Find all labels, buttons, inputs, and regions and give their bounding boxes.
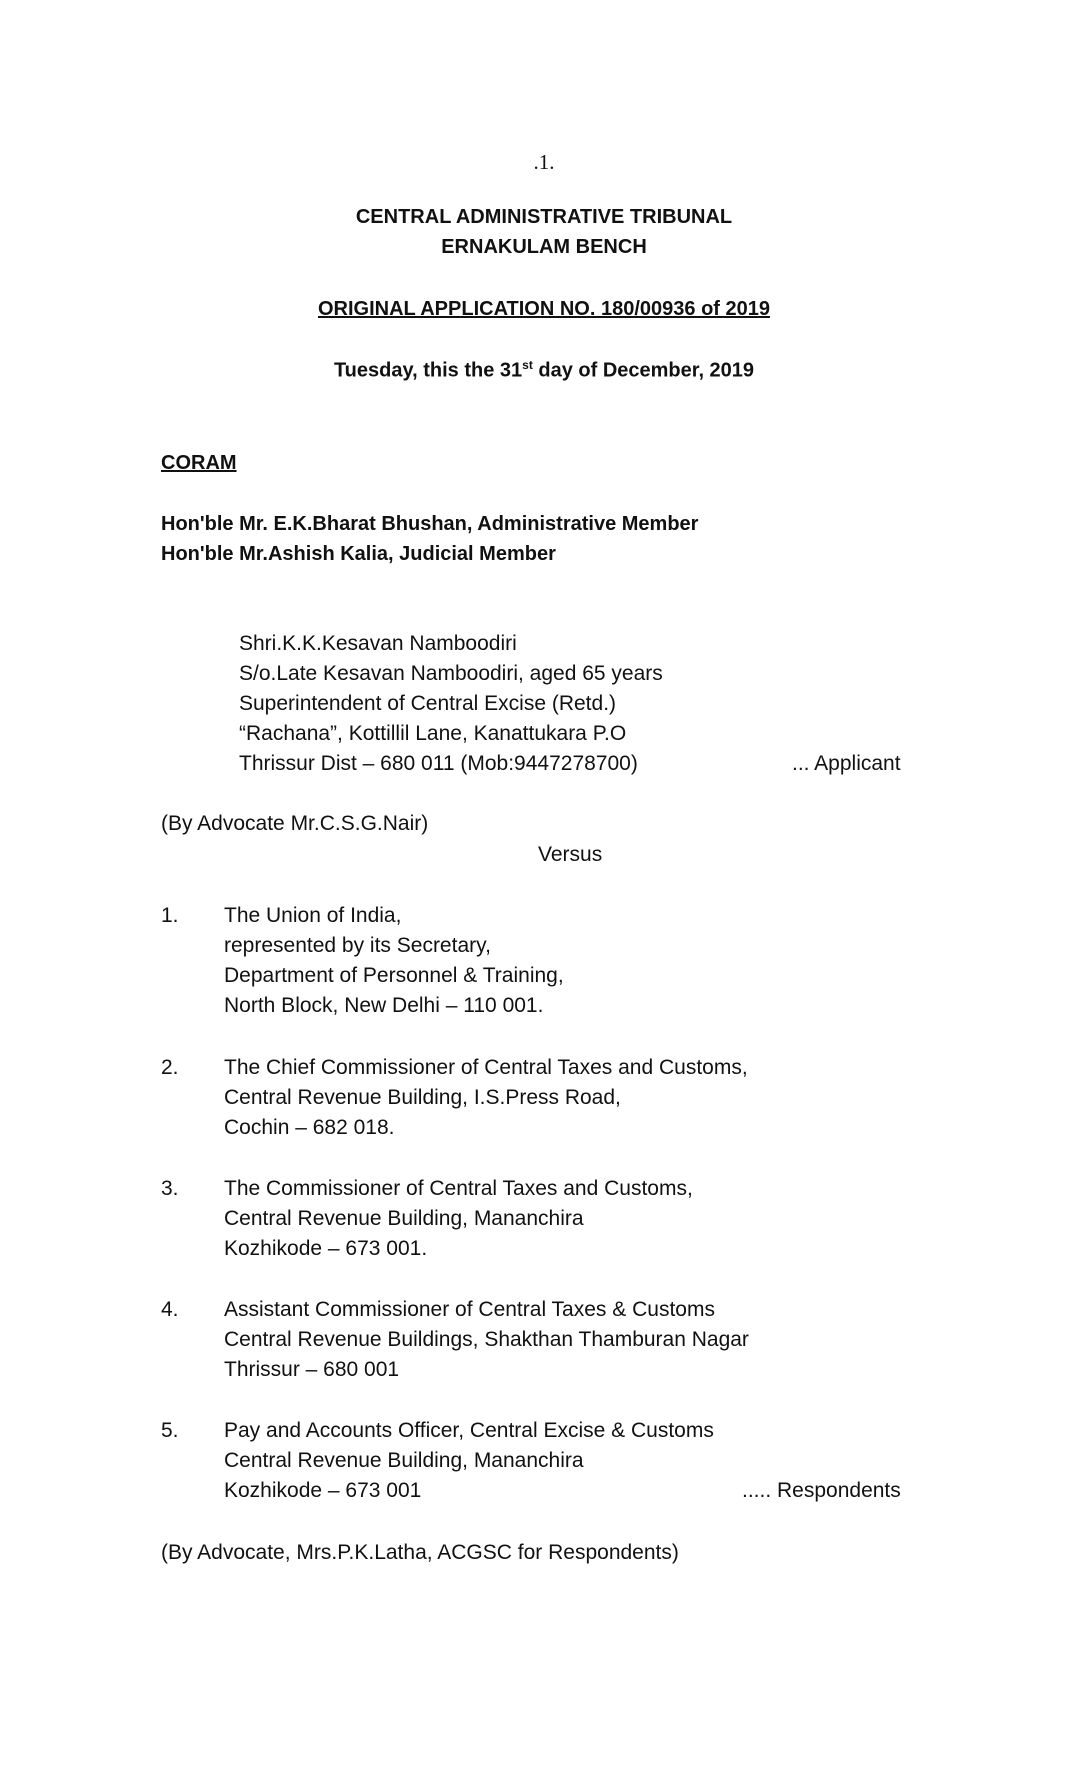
respondent-number: 5. (161, 1419, 179, 1442)
respondent-line: Kozhikode – 673 001 (224, 1479, 422, 1502)
respondent-line: Department of Personnel & Training, (224, 964, 564, 987)
respondent-number: 4. (161, 1298, 179, 1321)
respondent-line: Central Revenue Buildings, Shakthan Thamburan Nagar (224, 1328, 749, 1351)
respondent-line: Central Revenue Building, I.S.Press Road, (224, 1086, 621, 1109)
coram-member-2: Hon'ble Mr.Ashish Kalia, Judicial Member (161, 543, 556, 565)
respondent-line: Pay and Accounts Officer, Central Excise & Customs (224, 1419, 714, 1442)
respondent-number: 1. (161, 904, 179, 927)
date-suffix: day of December, 2019 (532, 359, 755, 382)
respondent-line: Cochin – 682 018. (224, 1116, 395, 1139)
respondent-number: 2. (161, 1056, 179, 1079)
respondent-line: North Block, New Delhi – 110 001. (224, 994, 544, 1017)
respondent-number: 3. (161, 1177, 179, 1200)
date-ordinal: st (522, 358, 533, 372)
bench-name: ERNAKULAM BENCH (441, 236, 647, 258)
applicant-role: ... Applicant (792, 752, 901, 775)
applicant-line: S/o.Late Kesavan Namboodiri, aged 65 years (239, 662, 663, 685)
judgment-date (0, 358, 1088, 383)
respondent-line: The Commissioner of Central Taxes and Customs, (224, 1177, 693, 1200)
application-number: ORIGINAL APPLICATION NO. 180/00936 of 2019 (318, 298, 770, 320)
applicant-line: Shri.K.K.Kesavan Namboodiri (239, 632, 517, 655)
respondent-line: The Chief Commissioner of Central Taxes and Customs, (224, 1056, 748, 1079)
respondents-role: ..... Respondents (742, 1479, 901, 1502)
applicant-line: Superintendent of Central Excise (Retd.) (239, 692, 617, 715)
respondents-advocate: (By Advocate, Mrs.P.K.Latha, ACGSC for Respondents) (161, 1541, 679, 1564)
tribunal-name: CENTRAL ADMINISTRATIVE TRIBUNAL (355, 206, 733, 228)
applicant-line: Thrissur Dist – 680 011 (Mob:9447278700) (239, 752, 638, 775)
respondent-line: Assistant Commissioner of Central Taxes & Customs (224, 1298, 715, 1321)
respondent-line: Central Revenue Building, Mananchira (224, 1207, 584, 1230)
respondent-line: The Union of India, (224, 904, 402, 927)
respondent-line: Kozhikode – 673 001. (224, 1237, 428, 1260)
applicant-line: “Rachana”, Kottillil Lane, Kanattukara P.O (239, 722, 627, 745)
versus-label: Versus (538, 843, 603, 866)
respondent-line: represented by its Secretary, (224, 934, 491, 957)
coram-label: CORAM (161, 452, 237, 474)
applicant-advocate: (By Advocate Mr.C.S.G.Nair) (161, 812, 429, 835)
coram-member-1: Hon'ble Mr. E.K.Bharat Bhushan, Administrative Member (161, 513, 699, 535)
date-prefix: Tuesday, this the 31 (333, 359, 523, 382)
page-number: .1. (533, 150, 555, 174)
respondent-line: Central Revenue Building, Mananchira (224, 1449, 584, 1472)
respondent-line: Thrissur – 680 001 (224, 1358, 400, 1381)
